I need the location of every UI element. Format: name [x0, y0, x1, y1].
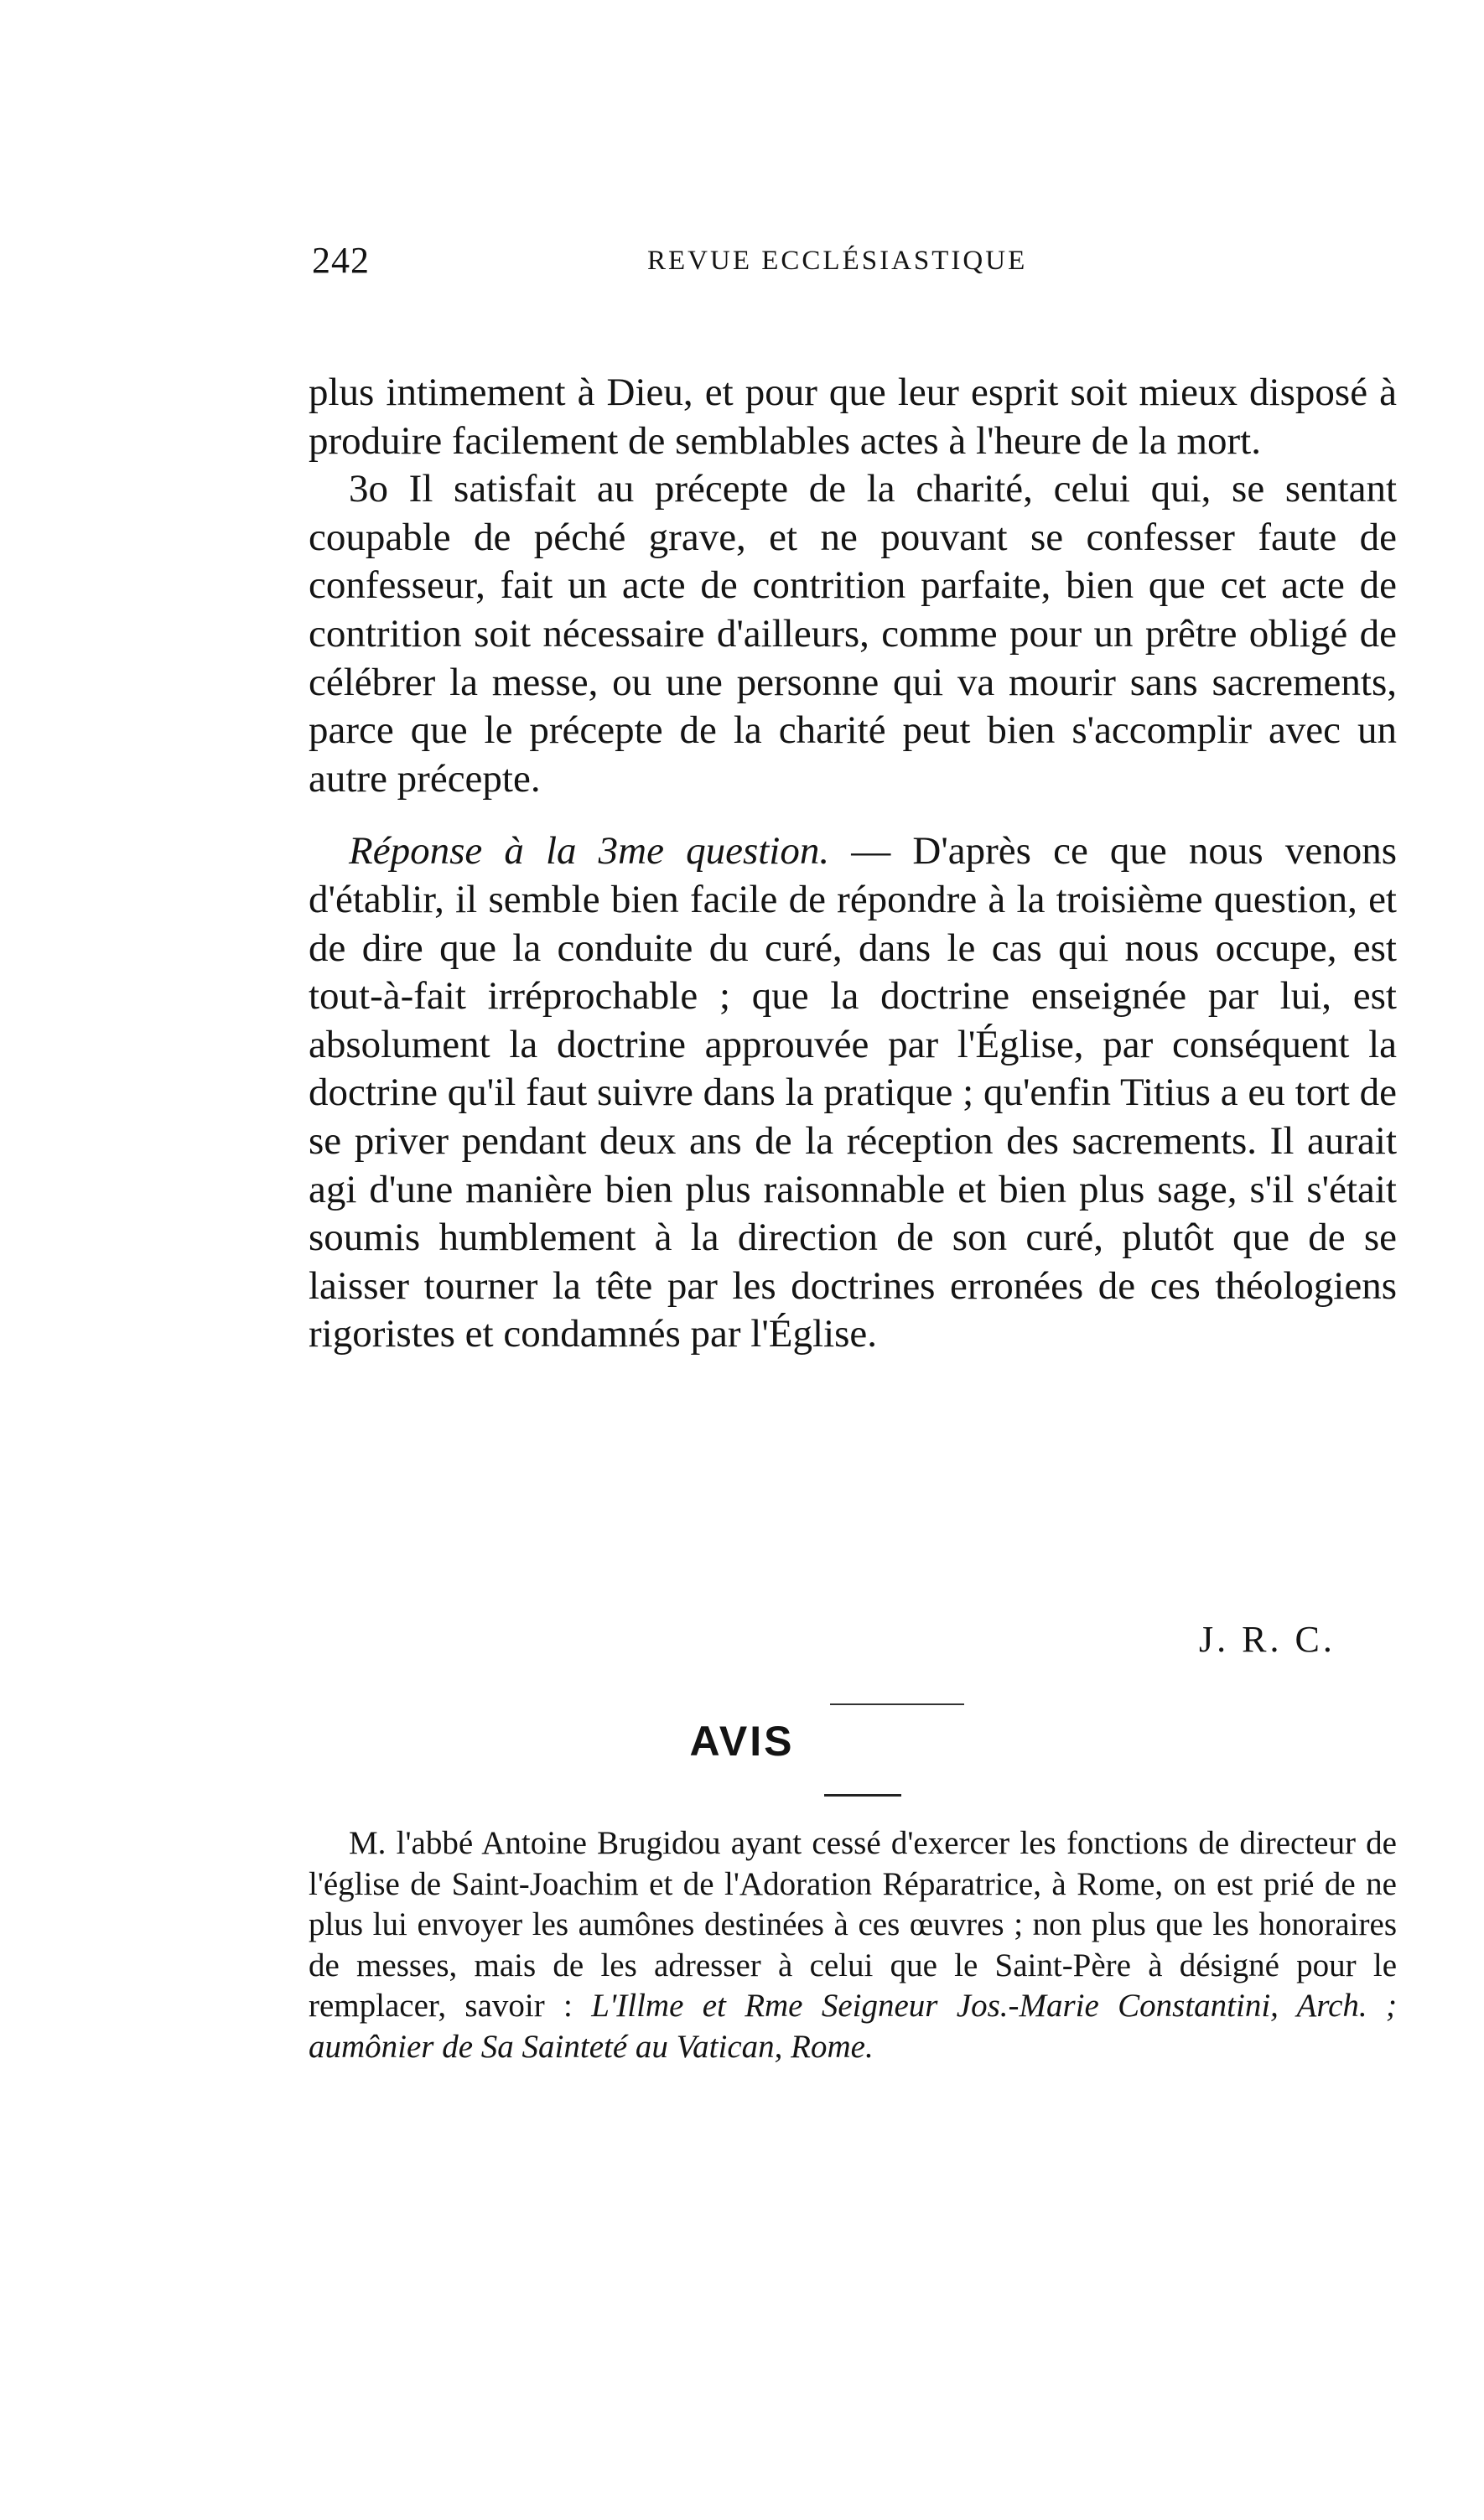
paragraph-point-3: 3o Il satisfait au précepte de la charité, celui qui, se sentant coupable de péché grave, et ne pouvant se confesser faute de confesseur, fait un acte de contrition parfaite, bien que cet acte de contrition soit nécessaire d'ailleurs, comme pour un prêtre obligé de célébrer la messe, ou une personne qui va mourir sans sacrements, parce que le précepte de la charité peut bien s'accomplir avec un autre précepte.: [309, 467, 1397, 801]
article-body: [309, 369, 1397, 1359]
notice-paragraph: [309, 1823, 1397, 2067]
page-header: [312, 239, 1398, 289]
notice-body: [309, 1823, 1397, 2067]
paragraph-continuation: plus intimement à Dieu, et pour que leur esprit soit mieux disposé à produire facilement de semblables actes à l'heure de la mort.: [309, 371, 1397, 463]
running-head: REVUE ECCLÉSIASTIQUE: [647, 246, 1028, 276]
paragraph-answer: [309, 827, 1397, 1359]
notice-text: M. l'abbé Antoine Brugidou ayant cessé d'exercer les fonctions de directeur de l'église de Saint-Joachim et de l'Adoration Réparatrice, à Rome, on est prié de ne plus lui envoyer les aumônes destinées à ces œuvres ; non plus que les honoraires de messes, mais de les adresser à celui que le Saint-Père à désigné pour le remplacer, savoir :: [309, 1825, 1397, 2024]
paragraph-spacer: [309, 803, 1397, 827]
answer-text: — D'après ce que nous venons d'établir, il semble bien facile de répondre à la troisième question, et de dire que la conduite du curé, dans le cas qui nous occupe, est tout-à-fait irréprochable ; que la doctrine enseignée par lui, est absolument la doctrine approuvée par l'Église, par conséquent la doctrine qu'il faut suivre dans la pratique ; qu'enfin Titius a eu tort de se priver pendant deux ans de la réception des sacrements. Il aurait agi d'une manière bien plus raisonnable et bien plus sage, s'il s'était soumis humblement à la direction de son curé, plutôt que de se laisser tourner la tête par les doctrines erronées de ces théologiens rigoristes et condamnés par l'Église.: [309, 829, 1397, 1356]
author-signature: J. R. C.: [1199, 1619, 1336, 1660]
notice-title: AVIS: [689, 1718, 795, 1765]
title-underline: [824, 1794, 901, 1797]
page-number: 242: [312, 240, 370, 281]
answer-lead: Réponse à la 3me question.: [349, 829, 830, 874]
notice-recipient: L'Illme et Rme Seigneur Jos.-Marie Constantini, Arch. ; aumônier de Sa Sainteté au Vatican, Rome.: [309, 1988, 1397, 2065]
section-divider: [830, 1703, 964, 1705]
